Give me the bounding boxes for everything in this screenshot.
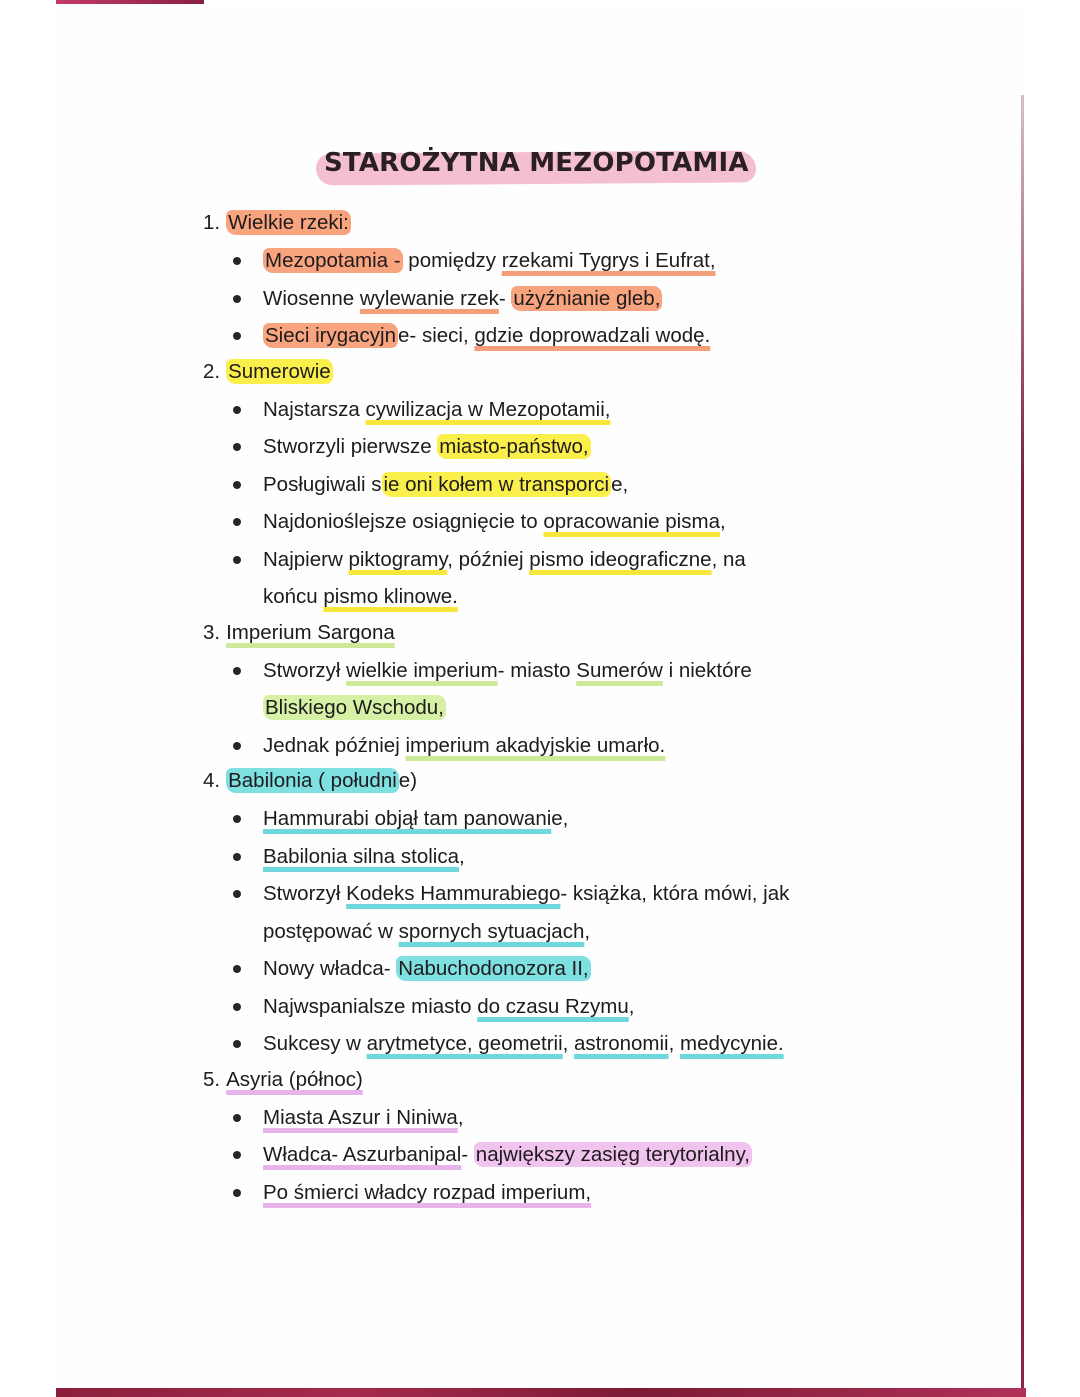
text-line [263, 988, 923, 1026]
bullet-icon [233, 853, 241, 861]
text-line [263, 541, 923, 579]
highlighted-text: Sumerowie [228, 359, 331, 383]
underlined-text: medycynie. [680, 1032, 784, 1055]
text-run: , [584, 919, 591, 943]
underlined-text: piktogramy [348, 547, 448, 571]
bullet-icon [233, 556, 241, 564]
list-item [203, 466, 923, 504]
list-item [203, 242, 923, 280]
text-line [263, 578, 923, 616]
text-line [263, 1099, 923, 1137]
text-line [263, 727, 923, 765]
underlined-text: do czasu Rzymu [477, 994, 629, 1018]
text-line [263, 242, 923, 280]
text-run: , [457, 1105, 464, 1129]
bullet-icon [233, 815, 241, 823]
list-item [203, 800, 923, 838]
underlined-text: imperium akadyjskie umarło. [405, 733, 666, 757]
section-heading [203, 355, 923, 391]
highlighted-text: Bliskiego Wschodu, [265, 696, 444, 719]
list-item [203, 503, 923, 541]
text-run: Stworzył [263, 658, 347, 682]
list-item [203, 1174, 923, 1212]
underlined-text: Po śmierci władcy rozpad imperium, [263, 1180, 592, 1204]
bullet-list [203, 800, 923, 1063]
bullet-icon [233, 1040, 241, 1048]
list-item [203, 317, 923, 355]
highlighted-text: ie oni kołem w transporci [383, 472, 610, 496]
highlighted-text: Sieci irygacyjn [265, 324, 397, 347]
bullet-list [203, 391, 923, 616]
underlined-text: wylewanie rzek [359, 286, 499, 310]
bullet-icon [233, 965, 241, 973]
list-item [203, 838, 923, 876]
underlined-text: spornych sytuacjach [398, 919, 585, 943]
section-4 [203, 764, 923, 1063]
text-run: - książka, która mówi, jak [560, 882, 790, 905]
text-run: e, [611, 472, 629, 496]
page-title: STAROŻYTNA MEZOPOTAMIA [324, 148, 749, 178]
underlined-text: astronomii [574, 1032, 669, 1055]
section-number: 1. [203, 211, 221, 234]
underlined-text: Hammurabi objął tam panowani [263, 807, 552, 830]
underlined-text: Asyria (północ) [226, 1067, 363, 1091]
list-item [203, 950, 923, 988]
text-run: , [459, 844, 465, 868]
bullet-list [203, 1099, 923, 1212]
section-heading [203, 206, 923, 242]
text-run: - [498, 286, 512, 310]
text-run: , [719, 510, 726, 533]
bullet-list [203, 242, 923, 355]
text-run: Wiosenne [263, 286, 360, 310]
list-item [203, 280, 923, 318]
text-line [263, 1136, 923, 1174]
bullet-icon [233, 257, 241, 265]
text-line [263, 428, 923, 466]
section-heading [203, 616, 923, 652]
text-line [263, 466, 923, 504]
bullet-icon [233, 518, 241, 526]
list-item [203, 875, 923, 950]
text-run: , później [447, 547, 530, 571]
text-run: , [668, 1032, 680, 1055]
text-run: Stworzyli pierwsze [263, 435, 438, 458]
bullet-icon [233, 1151, 241, 1159]
text-line [263, 652, 923, 690]
highlighted-text: największy zasięg terytorialny, [475, 1143, 750, 1166]
bullet-list [203, 652, 923, 765]
bullet-icon [233, 890, 241, 898]
text-run: Najdonioślejsze osiągnięcie to [263, 510, 544, 533]
underlined-text: opracowanie pisma [543, 510, 720, 533]
underlined-text: pismo ideograficzne [529, 547, 712, 571]
bullet-icon [233, 406, 241, 414]
text-line [263, 950, 923, 988]
section-5 [203, 1063, 923, 1212]
bullet-icon [233, 481, 241, 489]
text-run: końcu [263, 585, 324, 608]
list-item [203, 988, 923, 1026]
text-line [263, 391, 923, 429]
underlined-text: Miasta Aszur i Niniwa [263, 1105, 458, 1129]
text-line [263, 1025, 923, 1063]
underlined-text: Imperium Sargona [226, 620, 395, 644]
highlighted-text: użyźnianie gleb, [513, 286, 661, 310]
text-run: Posługiwali s [263, 472, 382, 496]
text-run: Najwspanialsze miasto [263, 994, 478, 1018]
text-line [263, 1174, 923, 1212]
bullet-icon [233, 1189, 241, 1197]
text-run: i niektóre [662, 658, 752, 682]
list-item [203, 541, 923, 616]
list-item [203, 652, 923, 727]
text-run: postępować w [263, 919, 399, 943]
highlighted-text: Babilonia ( południ [228, 769, 397, 792]
section-number: 2. [203, 359, 221, 383]
background-surface-bottom [56, 1388, 1026, 1397]
text-run: e, [551, 807, 569, 830]
bullet-icon [233, 1003, 241, 1011]
bullet-icon [233, 295, 241, 303]
text-run: Sukcesy w [263, 1032, 367, 1055]
text-run: - miasto [497, 658, 577, 682]
list-item [203, 428, 923, 466]
highlighted-text: Nabuchodonozora II, [398, 957, 589, 980]
underlined-text: arytmetyce, geometrii [366, 1032, 563, 1055]
list-item [203, 1099, 923, 1137]
paper-edge-shadow [1021, 95, 1024, 1388]
text-line [263, 913, 923, 951]
highlighted-text: miasto-państwo, [439, 435, 589, 458]
underlined-text: rzekami Tygrys i Eufrat, [501, 249, 716, 272]
underlined-text: Babilonia silna stolica [263, 844, 460, 868]
text-line [263, 875, 923, 913]
section-number: 5. [203, 1067, 221, 1091]
section-heading [203, 764, 923, 800]
title-block [316, 146, 756, 190]
underlined-text: gdzie doprowadzali wodę. [474, 324, 711, 347]
text-line [263, 689, 923, 727]
section-1 [203, 206, 923, 355]
bullet-icon [233, 667, 241, 675]
bullet-icon [233, 742, 241, 750]
text-run: Nowy władca- [263, 957, 397, 980]
bullet-icon [233, 1114, 241, 1122]
text-line [263, 317, 923, 355]
underlined-text: Sumerów [576, 658, 663, 682]
text-run: e) [398, 769, 418, 792]
text-line [263, 280, 923, 318]
text-run: Jednak później [263, 733, 406, 757]
text-run: , [562, 1032, 575, 1055]
text-run: pomiędzy [402, 249, 502, 272]
bullet-icon [233, 332, 241, 340]
section-heading [203, 1063, 923, 1099]
notes-outline [203, 206, 923, 1211]
text-line [263, 838, 923, 876]
text-run: - [461, 1143, 474, 1166]
underlined-text: cywilizacja w Mezopotamii, [365, 397, 611, 421]
highlighted-text: Mezopotamia - [265, 249, 401, 272]
text-run: , na [711, 547, 746, 571]
list-item [203, 391, 923, 429]
text-run: Najpierw [263, 547, 349, 571]
section-2 [203, 355, 923, 616]
list-item [203, 1025, 923, 1063]
text-run: e- sieci, [398, 324, 475, 347]
bullet-icon [233, 443, 241, 451]
section-number: 3. [203, 620, 221, 644]
text-run: Stworzył [263, 882, 347, 905]
highlighted-text: Wielkie rzeki: [228, 211, 349, 234]
text-line [263, 503, 923, 541]
section-3 [203, 616, 923, 765]
underlined-text: pismo klinowe. [323, 585, 458, 608]
section-number: 4. [203, 769, 221, 792]
underlined-text: wielkie imperium [346, 658, 498, 682]
list-item [203, 1136, 923, 1174]
underlined-text: Kodeks Hammurabiego [346, 882, 561, 905]
text-run: , [628, 994, 635, 1018]
text-run: Najstarsza [263, 397, 366, 421]
list-item [203, 727, 923, 765]
text-line [263, 800, 923, 838]
underlined-text: Władca- Aszurbanipal [263, 1143, 462, 1166]
